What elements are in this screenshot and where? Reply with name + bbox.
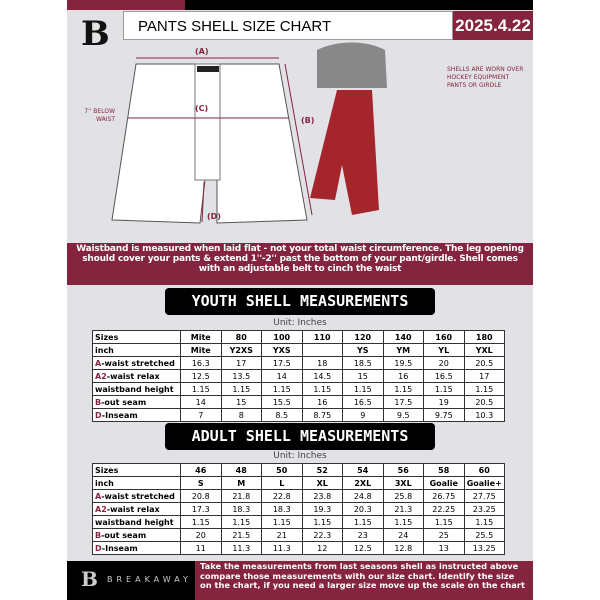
- row-label: D-Inseam: [93, 542, 181, 555]
- table-cell: 21.3: [383, 503, 424, 516]
- table-cell: 3XL: [383, 477, 424, 490]
- table-cell: M: [221, 477, 262, 490]
- table-cell: 23.8: [302, 490, 343, 503]
- table-cell: 20.3: [343, 503, 384, 516]
- table-cell: 46: [181, 464, 222, 477]
- table-cell: XL: [302, 477, 343, 490]
- table-row: [93, 477, 505, 490]
- table-row: [93, 383, 505, 396]
- table-cell: 10.3: [464, 409, 505, 422]
- table-cell: 17: [464, 370, 505, 383]
- table-cell: 15.5: [262, 396, 303, 409]
- table-cell: 8.75: [302, 409, 343, 422]
- top-bar: [185, 0, 533, 10]
- adult-title: ADULT SHELL MEASUREMENTS: [165, 423, 435, 450]
- table-cell: L: [262, 477, 303, 490]
- table-cell: 1.15: [262, 383, 303, 396]
- table-row: [93, 490, 505, 503]
- table-cell: Mite: [181, 331, 222, 344]
- table-cell: YXL: [464, 344, 505, 357]
- table-cell: 11.3: [262, 542, 303, 555]
- table-cell: 180: [464, 331, 505, 344]
- row-label: A2-waist relax: [93, 370, 181, 383]
- table-cell: Mite: [181, 344, 222, 357]
- table-cell: 19.3: [302, 503, 343, 516]
- row-label: inch: [93, 477, 181, 490]
- table-row: [93, 529, 505, 542]
- table-cell: 8: [221, 409, 262, 422]
- table-cell: 11.3: [221, 542, 262, 555]
- label-d: (D): [207, 212, 221, 221]
- table-cell: 27.75: [464, 490, 505, 503]
- top-bar-accent: [67, 0, 185, 10]
- table-cell: 19: [424, 396, 465, 409]
- table-cell: 16.5: [424, 370, 465, 383]
- table-cell: 13: [424, 542, 465, 555]
- table-cell: 21: [262, 529, 303, 542]
- table-cell: 21.8: [221, 490, 262, 503]
- table-cell: 56: [383, 464, 424, 477]
- table-cell: [302, 344, 343, 357]
- table-cell: 1.15: [302, 516, 343, 529]
- table-cell: 17.3: [181, 503, 222, 516]
- table-cell: 7: [181, 409, 222, 422]
- adult-unit: Unit: Inches: [273, 451, 327, 461]
- table-cell: 1.15: [424, 383, 465, 396]
- table-cell: YM: [383, 344, 424, 357]
- table-cell: 8.5: [262, 409, 303, 422]
- table-cell: 17.5: [383, 396, 424, 409]
- table-cell: 25.8: [383, 490, 424, 503]
- table-cell: 14.5: [302, 370, 343, 383]
- table-cell: 9.5: [383, 409, 424, 422]
- table-cell: 9.75: [424, 409, 465, 422]
- row-label: waistband height: [93, 516, 181, 529]
- measurement-info: Waistband is measured when laid flat - not your total waist circumference. The leg opening should cover your pants & extend 1''-2'' past the bottom of your pant/girdle. Shell comes with an adjustable belt to cinch the waist: [67, 243, 533, 285]
- table-cell: 19.5: [383, 357, 424, 370]
- brand-logo: B: [81, 14, 110, 54]
- table-row: [93, 357, 505, 370]
- table-cell: 1.15: [181, 383, 222, 396]
- table-cell: 1.15: [302, 383, 343, 396]
- table-row: [93, 396, 505, 409]
- table-cell: 24: [383, 529, 424, 542]
- table-row: [93, 409, 505, 422]
- row-label: A2-waist relax: [93, 503, 181, 516]
- row-label: Sizes: [93, 464, 181, 477]
- table-cell: YL: [424, 344, 465, 357]
- table-cell: 1.15: [221, 516, 262, 529]
- table-cell: 1.15: [383, 516, 424, 529]
- table-row: [93, 370, 505, 383]
- table-cell: 16.5: [343, 396, 384, 409]
- table-cell: 20: [181, 529, 222, 542]
- table-cell: 21.5: [221, 529, 262, 542]
- table-cell: 18.5: [343, 357, 384, 370]
- footer-brand: [67, 561, 195, 600]
- table-cell: 16: [302, 396, 343, 409]
- shells-note: SHELLS ARE WORN OVER HOCKEY EQUIPMENT PANTS OR GIRDLE: [447, 66, 524, 89]
- table-cell: 58: [424, 464, 465, 477]
- table-cell: 13.25: [464, 542, 505, 555]
- table-row: [93, 331, 505, 344]
- row-label: inch: [93, 344, 181, 357]
- table-cell: Goalie+: [464, 477, 505, 490]
- table-cell: 20: [424, 357, 465, 370]
- table-cell: 23: [343, 529, 384, 542]
- footer-logo: B: [81, 567, 98, 591]
- table-cell: 11: [181, 542, 222, 555]
- table-cell: YS: [343, 344, 384, 357]
- table-cell: 52: [302, 464, 343, 477]
- table-cell: 26.75: [424, 490, 465, 503]
- youth-table: [92, 330, 505, 422]
- table-cell: 1.15: [262, 516, 303, 529]
- table-cell: 60: [464, 464, 505, 477]
- table-cell: 100: [262, 331, 303, 344]
- table-cell: 12.5: [181, 370, 222, 383]
- youth-unit: Unit: Inches: [273, 318, 327, 328]
- table-cell: Goalie: [424, 477, 465, 490]
- table-cell: 22.3: [302, 529, 343, 542]
- table-cell: 160: [424, 331, 465, 344]
- label-c: (C): [195, 104, 209, 113]
- table-cell: 18: [302, 357, 343, 370]
- row-label: B-out seam: [93, 396, 181, 409]
- table-cell: 1.15: [424, 516, 465, 529]
- table-cell: 20.8: [181, 490, 222, 503]
- row-label: A-waist stretched: [93, 490, 181, 503]
- table-cell: S: [181, 477, 222, 490]
- table-cell: 1.15: [383, 383, 424, 396]
- adult-table: [92, 463, 505, 555]
- table-cell: 25.5: [464, 529, 505, 542]
- table-cell: 23.25: [464, 503, 505, 516]
- table-cell: 18.3: [221, 503, 262, 516]
- size-chart: [67, 0, 533, 600]
- table-cell: 1.15: [464, 516, 505, 529]
- date-badge: 2025.4.22: [453, 11, 533, 40]
- table-cell: 15: [343, 370, 384, 383]
- row-label: Sizes: [93, 331, 181, 344]
- table-cell: YXS: [262, 344, 303, 357]
- table-row: [93, 344, 505, 357]
- pants-diagram: [67, 40, 533, 243]
- table-row: [93, 542, 505, 555]
- table-cell: 9: [343, 409, 384, 422]
- table-cell: 12.8: [383, 542, 424, 555]
- table-cell: 1.15: [181, 516, 222, 529]
- table-cell: Y2XS: [221, 344, 262, 357]
- label-a: (A): [195, 47, 209, 56]
- brand-name: BREAKAWAY: [107, 575, 192, 584]
- table-cell: 48: [221, 464, 262, 477]
- table-cell: 1.15: [221, 383, 262, 396]
- table-cell: 15: [221, 396, 262, 409]
- youth-title: YOUTH SHELL MEASUREMENTS: [165, 288, 435, 315]
- below-waist-note: 7'' BELOW WAIST: [84, 108, 115, 123]
- table-cell: 120: [343, 331, 384, 344]
- table-cell: 18.3: [262, 503, 303, 516]
- table-cell: 12.5: [343, 542, 384, 555]
- table-row: [93, 516, 505, 529]
- table-cell: 16.3: [181, 357, 222, 370]
- page-title: PANTS SHELL SIZE CHART: [123, 11, 453, 40]
- table-cell: 22.25: [424, 503, 465, 516]
- table-cell: 80: [221, 331, 262, 344]
- table-cell: 54: [343, 464, 384, 477]
- label-b: (B): [301, 116, 315, 125]
- table-cell: 14: [181, 396, 222, 409]
- table-cell: 14: [262, 370, 303, 383]
- row-label: A-waist stretched: [93, 357, 181, 370]
- table-cell: 1.15: [343, 516, 384, 529]
- table-cell: 1.15: [343, 383, 384, 396]
- row-label: D-Inseam: [93, 409, 181, 422]
- table-cell: 110: [302, 331, 343, 344]
- table-cell: 20.5: [464, 396, 505, 409]
- table-cell: 25: [424, 529, 465, 542]
- row-label: waistband height: [93, 383, 181, 396]
- footer-instructions: Take the measurements from last seasons shell as instructed above compare those measurements with our size chart. Identify the size on the chart, if you need a larger size move up the scale on the chart: [195, 561, 533, 600]
- table-cell: 2XL: [343, 477, 384, 490]
- table-cell: 22.8: [262, 490, 303, 503]
- table-cell: 17.5: [262, 357, 303, 370]
- table-cell: 20.5: [464, 357, 505, 370]
- table-cell: 1.15: [464, 383, 505, 396]
- table-cell: 12: [302, 542, 343, 555]
- table-cell: 50: [262, 464, 303, 477]
- table-row: [93, 464, 505, 477]
- table-cell: 13.5: [221, 370, 262, 383]
- table-row: [93, 503, 505, 516]
- table-cell: 17: [221, 357, 262, 370]
- table-cell: 16: [383, 370, 424, 383]
- table-cell: 140: [383, 331, 424, 344]
- row-label: B-out seam: [93, 529, 181, 542]
- table-cell: 24.8: [343, 490, 384, 503]
